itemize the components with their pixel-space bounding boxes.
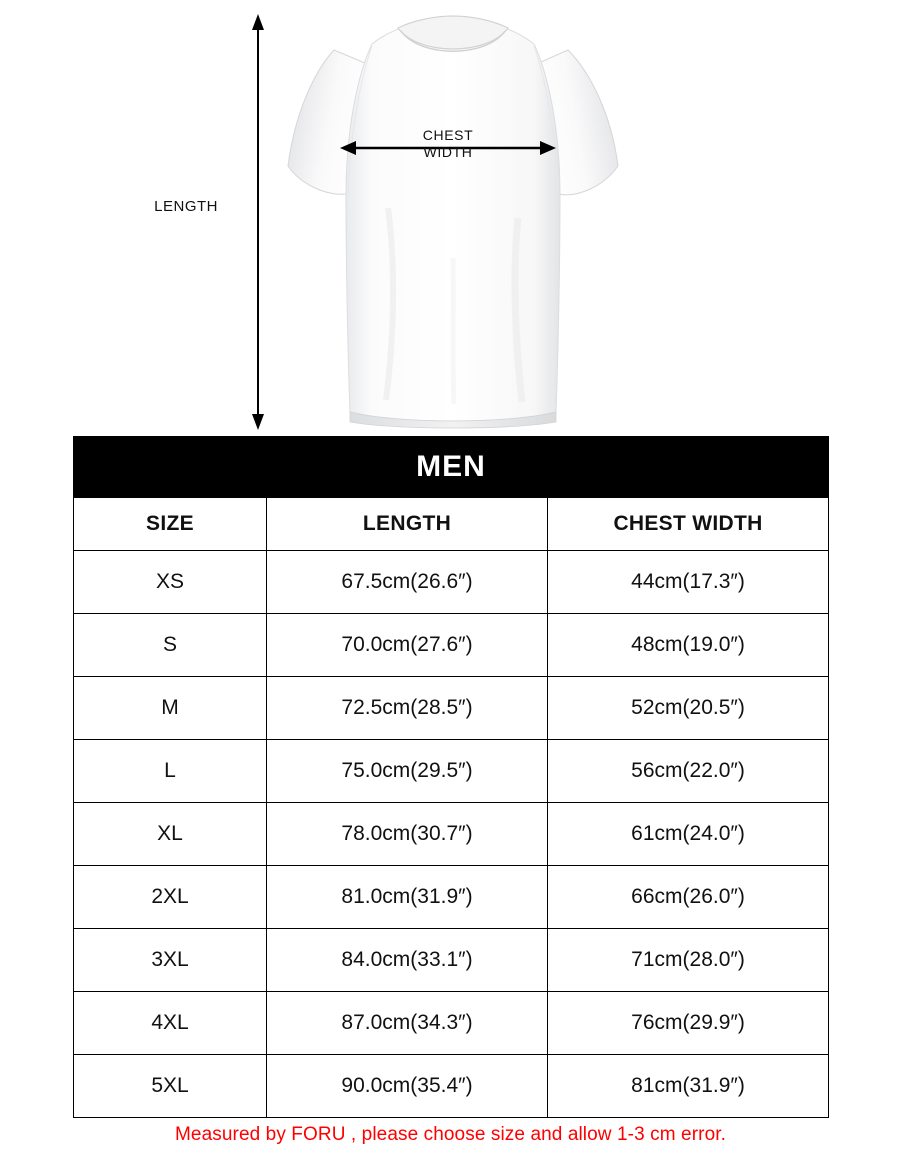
size-table <box>73 436 829 1118</box>
table-row <box>74 1055 829 1118</box>
cell-chest: 44cm(17.3″) <box>548 551 829 614</box>
cell-length: 81.0cm(31.9″) <box>267 866 548 929</box>
cell-length: 75.0cm(29.5″) <box>267 740 548 803</box>
cell-size: XL <box>74 803 267 866</box>
cell-chest: 66cm(26.0″) <box>548 866 829 929</box>
size-chart-illustration <box>0 0 901 436</box>
table-row <box>74 614 829 677</box>
cell-size: 4XL <box>74 992 267 1055</box>
cell-chest: 81cm(31.9″) <box>548 1055 829 1118</box>
chest-width-label-line1: CHEST <box>422 127 474 143</box>
cell-chest: 76cm(29.9″) <box>548 992 829 1055</box>
column-header-size: SIZE <box>74 498 267 551</box>
table-row <box>74 740 829 803</box>
cell-size: XS <box>74 551 267 614</box>
length-label: LENGTH <box>154 198 218 215</box>
cell-length: 72.5cm(28.5″) <box>267 677 548 740</box>
column-header-chest-width: CHEST WIDTH <box>548 498 829 551</box>
table-row <box>74 866 829 929</box>
t-shirt-illustration <box>268 8 638 430</box>
size-table-container <box>73 436 828 1118</box>
cell-size: 2XL <box>74 866 267 929</box>
cell-length: 70.0cm(27.6″) <box>267 614 548 677</box>
table-row <box>74 677 829 740</box>
table-row <box>74 551 829 614</box>
measurement-note: Measured by FORU , please choose size and allow 1-3 cm error. <box>174 1124 726 1145</box>
cell-size: M <box>74 677 267 740</box>
cell-chest: 56cm(22.0″) <box>548 740 829 803</box>
cell-chest: 71cm(28.0″) <box>548 929 829 992</box>
cell-size: 3XL <box>74 929 267 992</box>
table-row <box>74 803 829 866</box>
cell-size: S <box>74 614 267 677</box>
cell-length: 78.0cm(30.7″) <box>267 803 548 866</box>
cell-length: 87.0cm(34.3″) <box>267 992 548 1055</box>
table-header-row <box>74 498 829 551</box>
table-row <box>74 992 829 1055</box>
table-title: MEN <box>74 437 829 498</box>
chest-width-label-line2: WIDTH <box>423 144 473 160</box>
cell-chest: 48cm(19.0″) <box>548 614 829 677</box>
table-row <box>74 929 829 992</box>
cell-length: 67.5cm(26.6″) <box>267 551 548 614</box>
cell-chest: 61cm(24.0″) <box>548 803 829 866</box>
chest-width-label <box>423 127 473 161</box>
cell-length: 90.0cm(35.4″) <box>267 1055 548 1118</box>
cell-length: 84.0cm(33.1″) <box>267 929 548 992</box>
column-header-length: LENGTH <box>267 498 548 551</box>
size-table-body <box>74 437 829 1118</box>
cell-chest: 52cm(20.5″) <box>548 677 829 740</box>
cell-size: L <box>74 740 267 803</box>
table-title-row <box>74 437 829 498</box>
cell-size: 5XL <box>74 1055 267 1118</box>
length-dimension-arrow <box>248 14 268 430</box>
